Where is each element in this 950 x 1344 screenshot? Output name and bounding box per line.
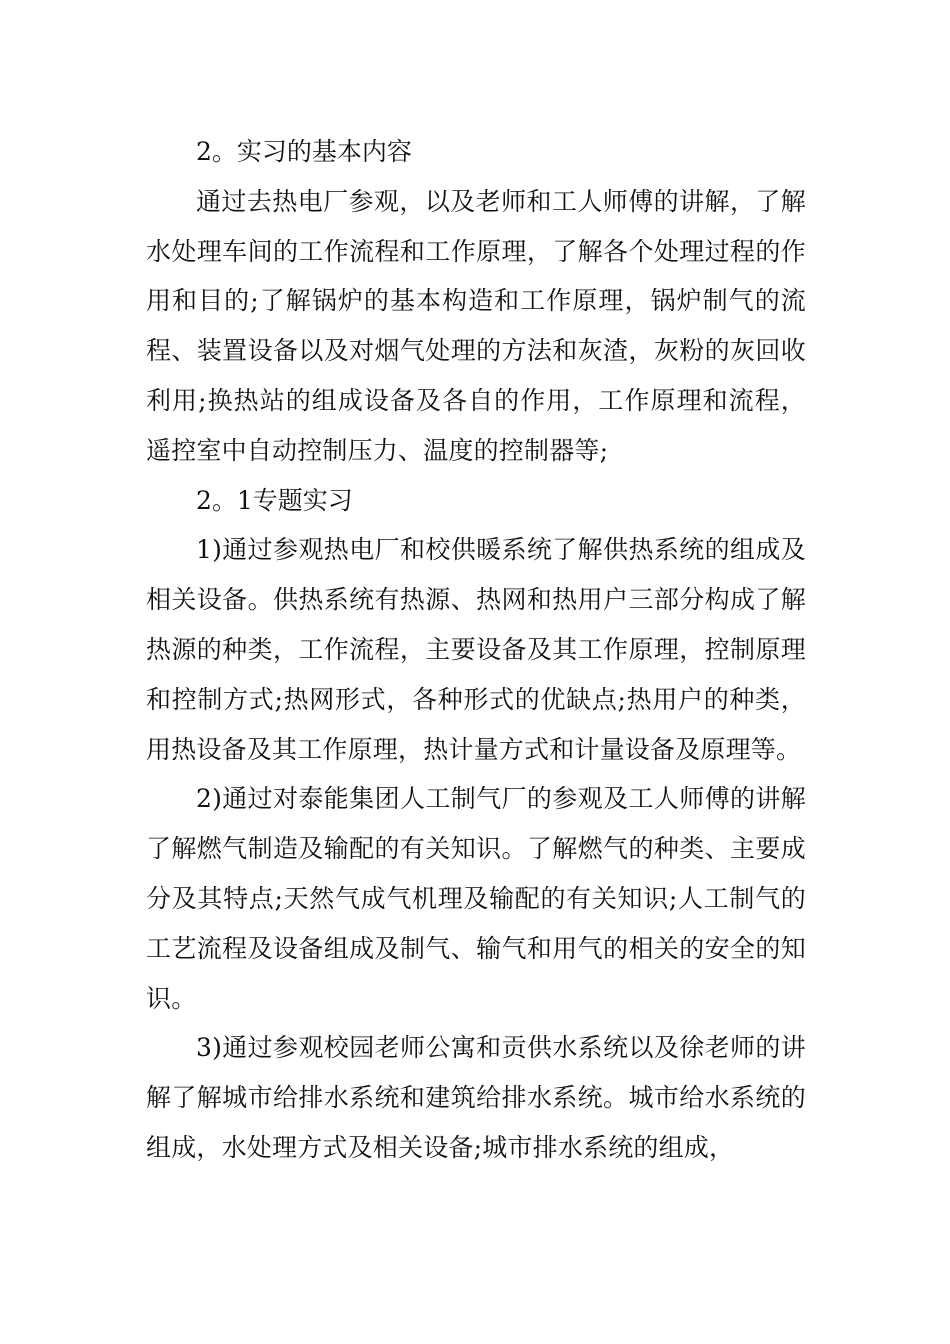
list-item-gas: 2)通过对泰能集团人工制气厂的参观及工人师傅的讲解了解燃气制造及输配的有关知识。了解燃气的种类、主要成分及其特点;天然气成气机理及输配的有关知识;人工制气的工艺流程及设备组成及制气、输气和用气的相关的安全的知识。 (146, 784, 806, 1013)
document-body (146, 127, 806, 1173)
section-heading-2-1: 2。1专题实习 (196, 485, 353, 515)
section-heading-2: 2。实习的基本内容 (196, 137, 412, 166)
list-item-water: 3)通过参观校园老师公寓和贡供水系统以及徐老师的讲解了解城市给排水系统和建筑给排水系统。城市给水系统的组成，水处理方式及相关设备;城市排水系统的组成， (146, 1033, 806, 1162)
intro-paragraph: 通过去热电厂参观，以及老师和工人师傅的讲解，了解水处理车间的工作流程和工作原理，了解各个处理过程的作用和目的;了解锅炉的基本构造和工作原理，锅炉制气的流程、装置设备以及对烟气处理的方法和灰渣，灰粉的灰回收利用;换热站的组成设备及各自的作用，工作原理和流程，遥控室中自动控制压力、温度的控制器等; (146, 186, 806, 465)
list-item-heating: 1)通过参观热电厂和校供暖系统了解供热系统的组成及相关设备。供热系统有热源、热网和热用户三部分构成了解热源的种类，工作流程，主要设备及其工作原理，控制原理和控制方式;热网形式，各种形式的优缺点;热用户的种类，用热设备及其工作原理，热计量方式和计量设备及原理等。 (146, 535, 806, 764)
